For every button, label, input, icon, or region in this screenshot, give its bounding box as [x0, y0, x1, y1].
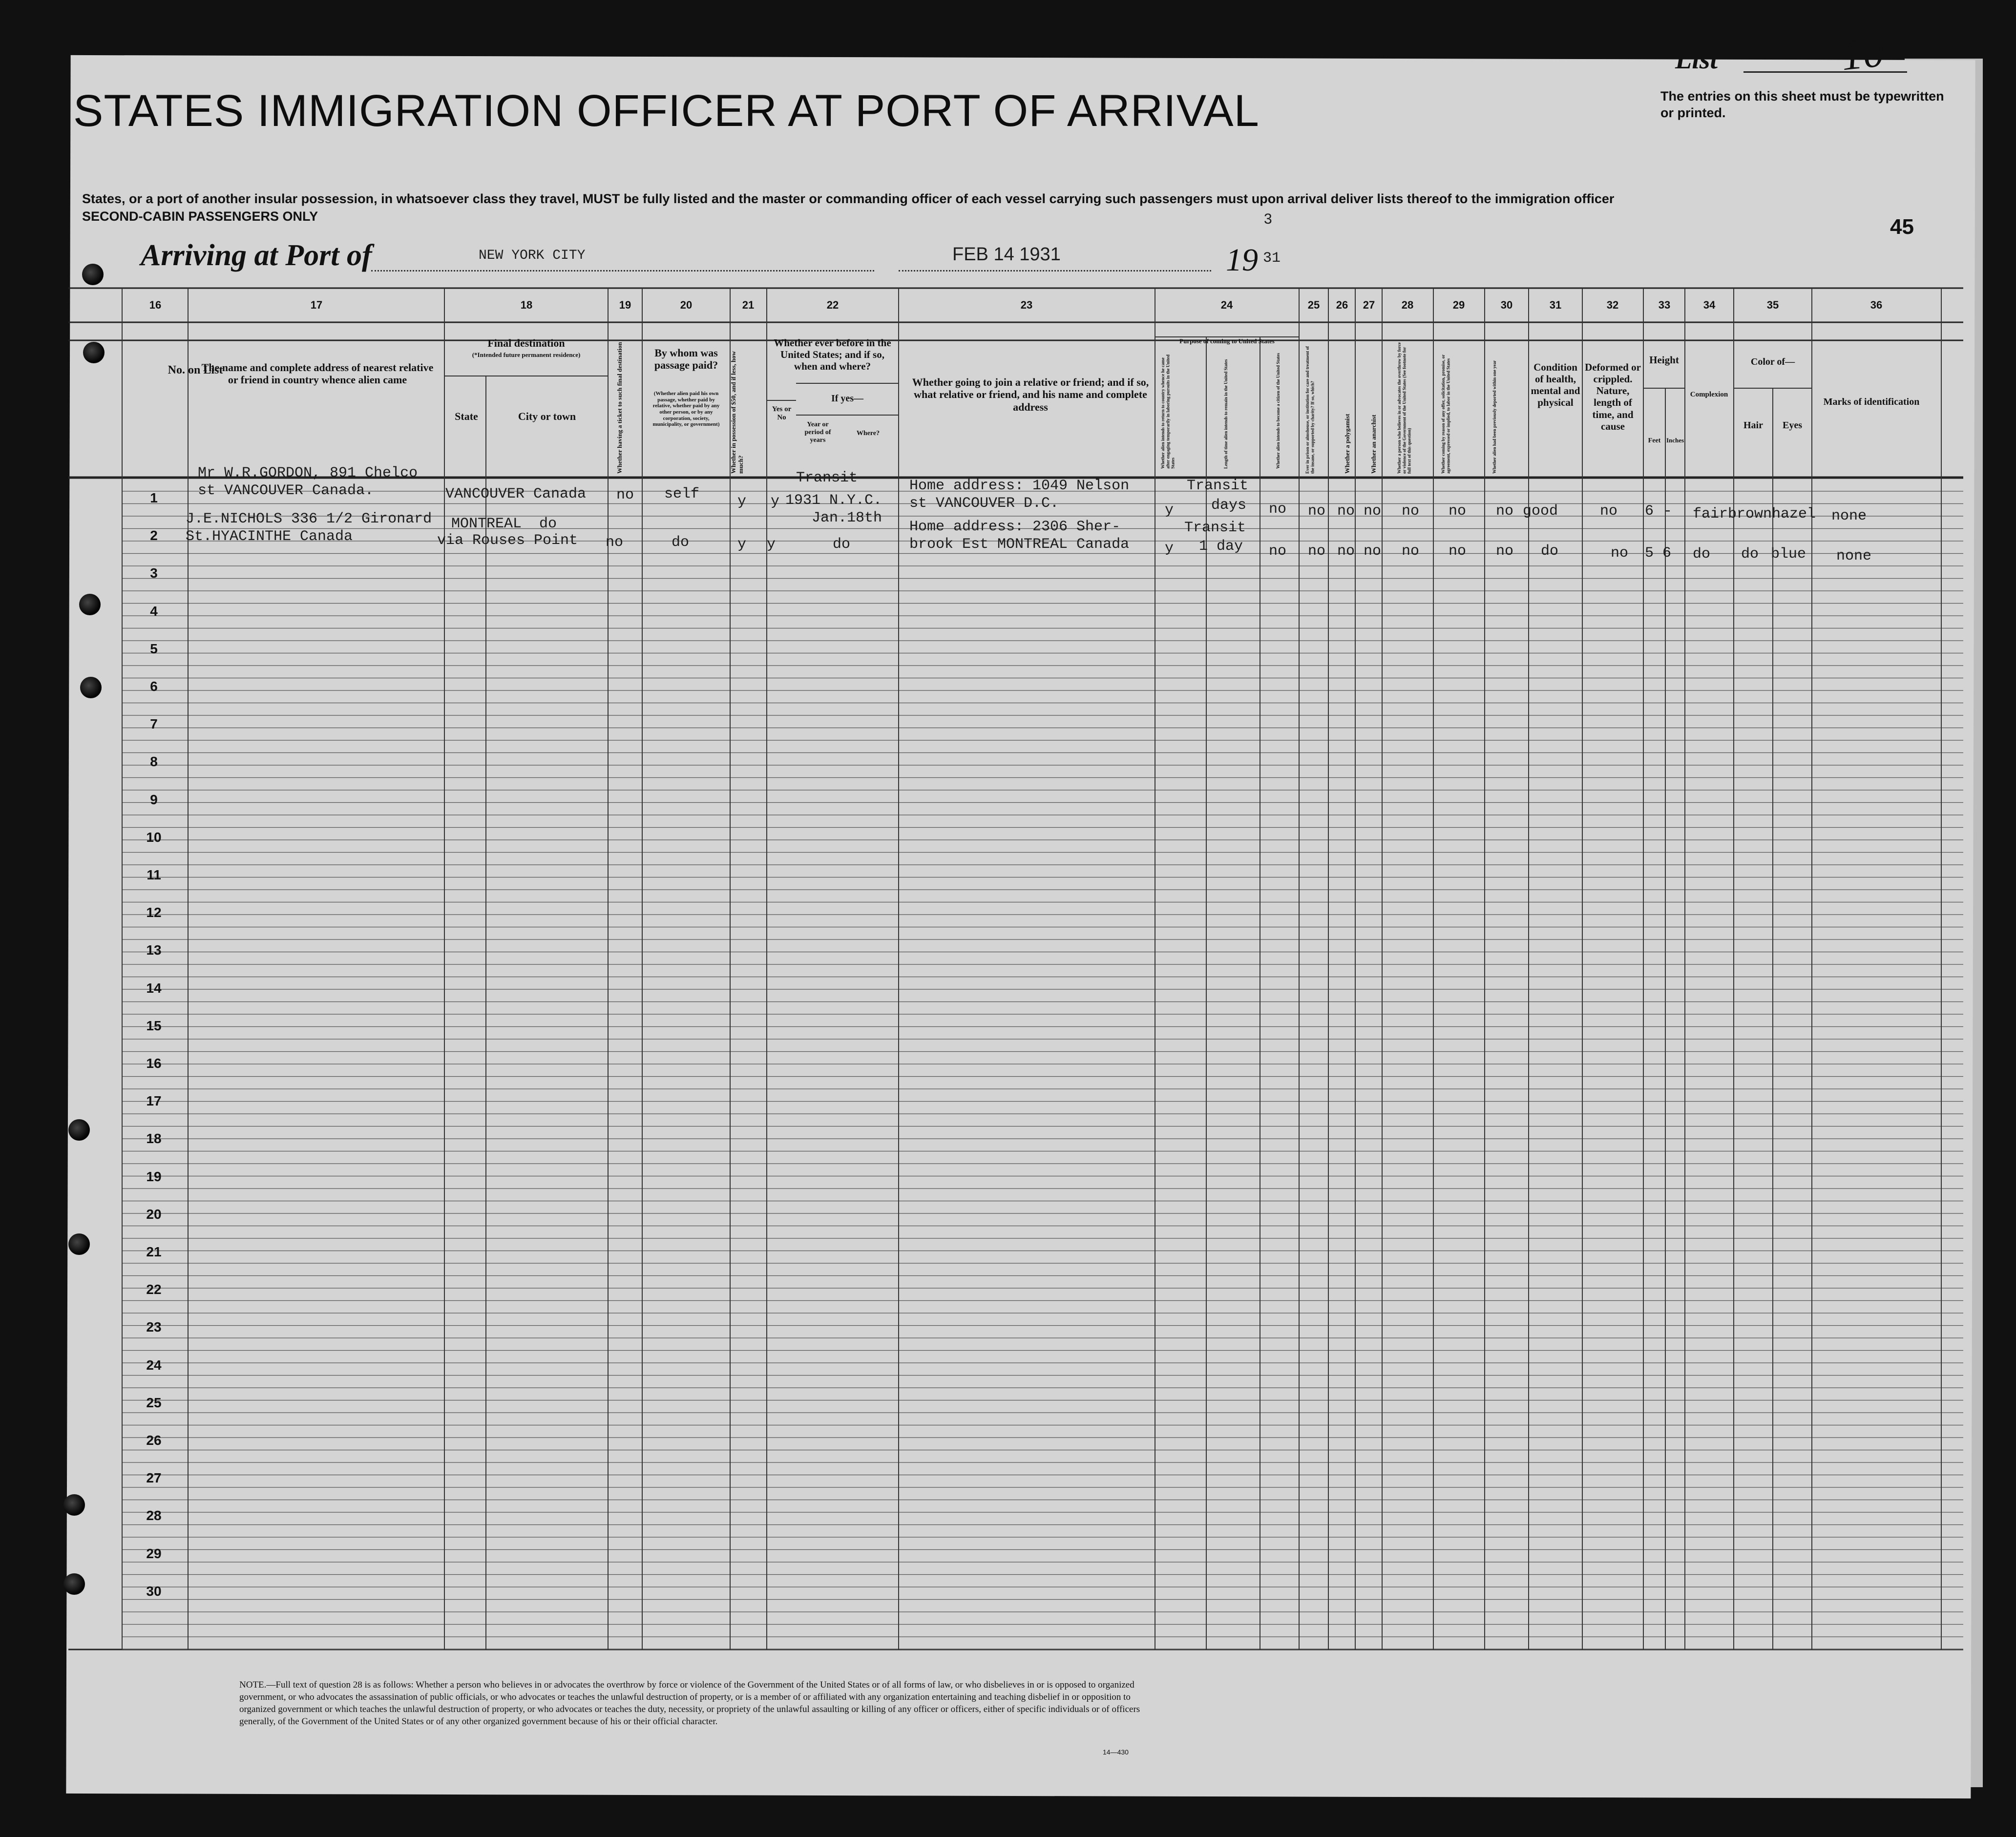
row2-paid-by: do — [672, 534, 690, 551]
row-number: 12 — [146, 905, 162, 920]
column-number: 25 — [1307, 299, 1320, 311]
column-number: 26 — [1336, 299, 1348, 311]
column-number: 24 — [1220, 299, 1233, 311]
row2-eyes: blue — [1771, 546, 1806, 563]
row1-q29: no — [1449, 503, 1467, 520]
col22-header: Whether ever before in the United States; and if so, when and where? — [774, 337, 891, 373]
row1-inches: - — [1663, 503, 1673, 520]
col21-header: Whether in possession of $50, and if less, how much? — [730, 351, 744, 474]
row-number: 22 — [146, 1282, 162, 1297]
col22-yes-no: Yes or No — [772, 405, 792, 422]
column-number: 22 — [826, 299, 839, 311]
col35-hair: Hair — [1743, 420, 1763, 431]
row2-marks: none — [1836, 548, 1872, 564]
row2-before-when: do — [833, 536, 851, 553]
column-number: 28 — [1401, 299, 1414, 311]
col17-header: The name and complete address of nearest relative or friend in country whence alien came — [201, 361, 434, 386]
col24-return: Whether alien intends to return to country whence he came after engaging temporarily in laboring pursuits in the United States — [1160, 355, 1176, 469]
col22-if-yes: If yes— — [831, 393, 864, 404]
col35-eyes: Eyes — [1783, 420, 1802, 431]
punch-hole — [82, 264, 104, 285]
col22-year: Year or period of years — [804, 421, 831, 444]
col20-header: By whom was passage paid? — [654, 347, 718, 372]
row2-hair: do — [1741, 546, 1759, 563]
column-number: 35 — [1766, 299, 1779, 311]
column-number: 21 — [742, 299, 755, 311]
row1-feet: 6 — [1645, 503, 1654, 520]
row-number: 19 — [146, 1169, 162, 1184]
row1-deformed: no — [1600, 503, 1618, 520]
row2-join-line2: brook Est MONTREAL Canada — [909, 536, 1130, 553]
row-number: 23 — [146, 1319, 162, 1335]
row1-length-transit: Transit — [1187, 478, 1249, 494]
col30-header: Whether alien had been previously deported within one year — [1492, 360, 1497, 474]
column-number: 31 — [1549, 299, 1562, 311]
row1-before-date: Jan.18th — [812, 510, 882, 526]
row2-complexion: do — [1693, 546, 1711, 563]
row1-before-transit: Transit — [796, 470, 858, 486]
row1-paid-by: self — [664, 486, 700, 502]
column-number: 32 — [1606, 299, 1619, 311]
row1-length: days — [1211, 497, 1247, 514]
row-number: 20 — [146, 1206, 162, 1222]
row1-fifty: y — [737, 493, 747, 510]
row1-citizen: no — [1269, 501, 1287, 518]
row2-anarchist: no — [1364, 543, 1382, 560]
row2-health: do — [1541, 543, 1559, 560]
year-suffix: 31 — [1263, 250, 1281, 267]
col20-subheader: (Whether alien paid his own passage, whether paid by relative, whether paid by any other person, or by any corporation, society, municipality, or government) — [652, 391, 720, 428]
row2-length: 1 day — [1199, 538, 1243, 555]
row-number: 4 — [150, 603, 158, 619]
row2-citizen: no — [1269, 543, 1287, 560]
row1-q30: no — [1496, 503, 1514, 520]
col24-length: Length of time alien intends to remain in the United States — [1223, 359, 1228, 469]
row1-before-when: 1931 N.Y.C. — [785, 492, 882, 509]
column-number: 36 — [1870, 299, 1883, 311]
row-number: 18 — [146, 1131, 162, 1147]
page-number: 45 — [1890, 215, 1914, 239]
arrival-date: FEB 14 1931 — [952, 244, 1061, 265]
col18-subheader: (*Intended future permanent residence) — [472, 351, 581, 358]
row1-polygamist: no — [1337, 503, 1355, 520]
row2-q30: no — [1496, 543, 1514, 560]
row2-destination-via: via Rouses Point — [437, 532, 578, 549]
row1-marks: none — [1831, 508, 1867, 524]
row2-inches: 6 — [1662, 545, 1672, 562]
column-number: 34 — [1703, 299, 1716, 311]
row2-length-transit: Transit — [1184, 520, 1246, 536]
col36-header: Marks of identification — [1823, 397, 1920, 407]
row1-destination: VANCOUVER Canada — [445, 486, 587, 502]
col23-header: Whether going to join a relative or friend; and if so, what relative or friend, and his name and complete address — [912, 376, 1149, 413]
row-number: 26 — [146, 1433, 162, 1448]
col35-header: Color of— — [1750, 356, 1795, 367]
document-title: STATES IMMIGRATION OFFICER AT PORT OF ARRIVAL — [73, 86, 1260, 136]
col33-feet: Feet — [1648, 437, 1661, 444]
row2-polygamist: no — [1337, 543, 1355, 560]
col27-header: Whether an anarchist — [1370, 415, 1377, 474]
row2-q28: no — [1402, 543, 1420, 560]
arriving-label: Arriving at Port of — [141, 239, 372, 272]
col31-header: Condition of health, mental and physical — [1531, 361, 1580, 409]
col24-citizen: Whether alien intends to become a citizen of the United States — [1276, 353, 1281, 469]
row2-prison: no — [1308, 543, 1326, 560]
row2-q29: no — [1449, 543, 1467, 560]
col18-header: Final destination — [487, 337, 565, 349]
port-name: NEW YORK CITY — [479, 248, 586, 263]
row-number: 16 — [146, 1056, 162, 1071]
list-label: List — [1675, 44, 1718, 75]
col26-header: Whether a polygamist — [1344, 414, 1351, 474]
column-number: 33 — [1658, 299, 1671, 311]
row1-health: good — [1523, 503, 1558, 520]
column-number: 30 — [1500, 299, 1513, 311]
row2-fifty: y — [737, 536, 747, 553]
row2-relative-line2: St.HYACINTHE Canada — [186, 528, 353, 545]
column-number: 23 — [1020, 299, 1033, 311]
row-number: 5 — [150, 641, 158, 656]
col18-city: City or town — [518, 410, 576, 422]
row1-join-line2: st VANCOUVER D.C. — [909, 495, 1059, 512]
list-number: 10 — [1839, 28, 1887, 80]
row-number: 10 — [146, 829, 162, 845]
col16-header: No. on List — [168, 364, 223, 376]
col33-header: Height — [1649, 354, 1679, 366]
column-number: 27 — [1363, 299, 1375, 311]
col18-state: State — [455, 410, 478, 422]
year-prefix: 19 — [1226, 242, 1258, 278]
column-number: 29 — [1452, 299, 1465, 311]
row1-hair: brown — [1728, 506, 1772, 522]
row2-purpose: y — [1165, 540, 1174, 557]
row-number: 17 — [146, 1093, 162, 1109]
column-number: 20 — [680, 299, 693, 311]
row-number: 24 — [146, 1357, 162, 1373]
row-number: 9 — [150, 792, 158, 807]
row1-relative-line1: Mr W.R.GORDON, 891 Chelco — [198, 465, 418, 481]
header-class-line: SECOND-CABIN PASSENGERS ONLY — [82, 209, 318, 224]
row1-join-line1: Home address: 1049 Nelson — [909, 478, 1130, 494]
col32-header: Deformed or crippled. Nature, length of time, and cause — [1585, 361, 1641, 432]
row1-anarchist: no — [1364, 503, 1382, 520]
row-number: 11 — [147, 867, 161, 882]
punch-hole — [63, 1494, 85, 1516]
row-number: 30 — [146, 1583, 162, 1599]
col19-header: Whether having a ticket to such final destination — [616, 342, 623, 474]
row2-join-line1: Home address: 2306 Sher- — [909, 519, 1121, 535]
stray-mark: 3 — [1264, 211, 1272, 227]
row2-relative-line1: J.E.NICHOLS 336 1/2 Gironard — [186, 511, 432, 527]
row1-prison: no — [1308, 503, 1326, 520]
col29-header: Whether coming by reason of any offer, solicitation, promise, or agreement, expressed or implied, to labor in the United States — [1441, 355, 1451, 474]
row-number: 29 — [146, 1545, 162, 1561]
row2-ticket: no — [606, 534, 624, 551]
row1-ticket: no — [616, 487, 634, 503]
row-number: 8 — [150, 754, 158, 770]
row-number: 25 — [146, 1395, 162, 1410]
header-instruction-line: States, or a port of another insular possession, in whatsoever class they travel, MUST be fully listed and the master or commanding officer of each vessel carrying such passengers must upon arrival deliver lists thereof to the immigration officer — [82, 191, 1615, 206]
row1-relative-line2: st VANCOUVER Canada. — [198, 482, 374, 499]
row-number: 2 — [150, 528, 158, 543]
column-number: 17 — [310, 299, 323, 311]
row-number: 27 — [146, 1470, 162, 1486]
row-number: 14 — [146, 980, 162, 996]
row-number: 1 — [150, 490, 158, 505]
row1-purpose: y — [1165, 502, 1174, 519]
row-number: 6 — [150, 679, 158, 694]
punch-hole — [79, 594, 101, 615]
row2-destination: MONTREAL do — [451, 516, 557, 532]
row1-before: y — [771, 493, 780, 510]
row-number: 28 — [146, 1508, 162, 1524]
col24-header: Purpose of coming to United States — [1179, 337, 1275, 345]
column-number: 19 — [619, 299, 631, 311]
row-number: 15 — [146, 1018, 162, 1033]
form-code: 14—430 — [1103, 1748, 1129, 1756]
row2-before: y — [767, 536, 776, 553]
row1-eyes: hazel — [1772, 506, 1816, 522]
typewritten-instruction: The entries on this sheet must be typewritten or printed. — [1660, 89, 1944, 120]
row1-complexion: fair — [1693, 506, 1728, 522]
row2-feet: 5 — [1645, 545, 1654, 562]
punch-hole — [63, 1573, 85, 1595]
row-number: 21 — [146, 1244, 162, 1259]
question-28-footnote: NOTE.—Full text of question 28 is as follows: Whether a person who believes in or advocates the overthrow by force or violence of the Government of the United States or of all forms of law, or who disbelieves in or is opposed to organized government, or who advocates the assassination of public officials, or who advocates or teaches the unlawful destruction of property, or is a member of or affiliated with any organization entertaining and teaching disbelief in or opposition to organized government or which teaches the unlawful destruction of property, or who advocates or teaches the duty, necessity, or propriety of the unlawful assaulting or killing of any officer or officers, either of specific individuals or of officers generally, of the Government of the United States or of any other organized government because of his or their official character. — [239, 1680, 1140, 1727]
row-number: 7 — [150, 716, 158, 732]
col22-where: Where? — [856, 430, 880, 437]
punch-hole — [83, 342, 105, 363]
col34-header: Complexion — [1690, 391, 1728, 398]
punch-hole — [68, 1119, 90, 1141]
row-number: 13 — [146, 942, 162, 958]
row-number: 3 — [150, 565, 158, 581]
column-number: 16 — [149, 299, 162, 311]
row2-deformed: no — [1611, 545, 1629, 562]
col25-header: Ever in prison or almshouse, or institution for care and treatment of the insane, or supported by charity? If so, which? — [1305, 346, 1315, 474]
row1-q28: no — [1402, 503, 1420, 520]
column-number: 18 — [520, 299, 533, 311]
punch-hole — [80, 677, 102, 698]
punch-hole — [68, 1233, 90, 1255]
col28-header: Whether a person who believes in or advocates the overthrow by force or violence of the Government of the United States (See footnote for full text of this question) — [1397, 342, 1412, 474]
col33-inches: Inches — [1666, 437, 1684, 444]
